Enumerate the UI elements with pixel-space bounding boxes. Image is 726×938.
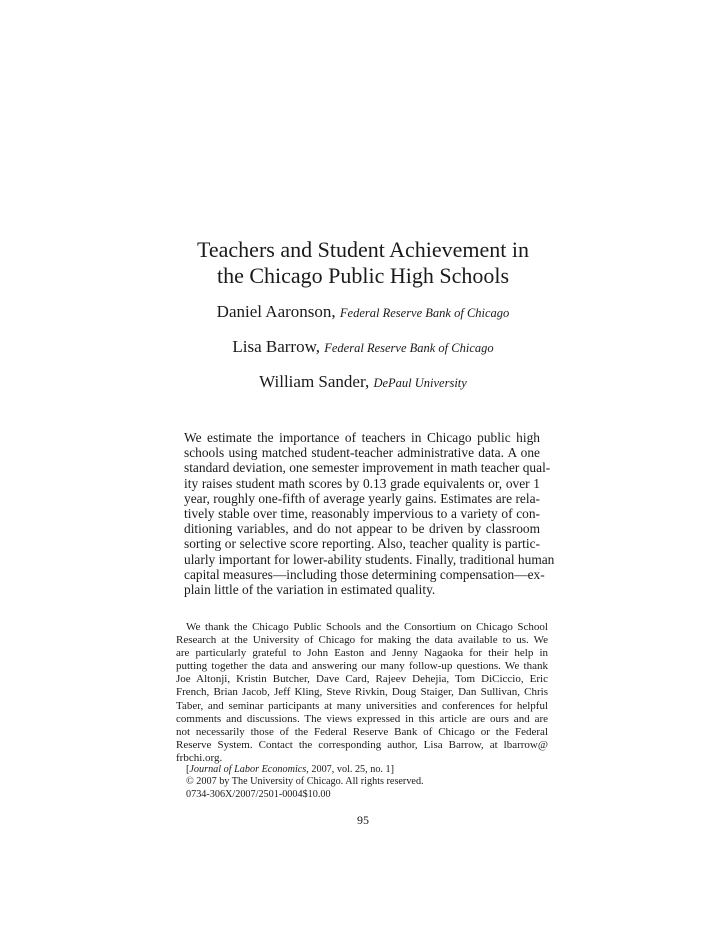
footnote-line: Research at the University of Chicago for making the data available to us. We: [176, 634, 548, 647]
abstract-line: ity raises student math scores by 0.13 grade equivalents or, over 1: [184, 475, 540, 491]
footnote-line: not necessarily those of the Federal Reserve Bank of Chicago or the Federal: [176, 725, 548, 738]
abstract-line: capital measures—including those determining compensation—ex-: [184, 566, 545, 582]
author-affiliation: Federal Reserve Bank of Chicago: [324, 341, 494, 355]
abstract-line: ditioning variables, and do not appear to be driven by classroom: [184, 521, 540, 537]
publication-info: [186, 764, 546, 801]
journal-citation: [186, 764, 546, 776]
author-affiliation: DePaul University: [373, 376, 467, 390]
journal-volume: , 2007, vol. 25, no. 1]: [306, 764, 395, 775]
abstract-line: tively stable over time, reasonably impervious to a variety of con-: [184, 505, 540, 521]
author-3: [140, 372, 586, 392]
author-name: William Sander,: [259, 372, 370, 391]
footnote-line: We thank the Chicago Public Schools and the Consortium on Chicago School: [186, 621, 548, 633]
abstract-line: year, roughly one-fifth of average yearly gains. Estimates are rela-: [184, 490, 540, 506]
paper-title-line-2: the Chicago Public High Schools: [216, 263, 510, 288]
abstract-line: sorting or selective score reporting. Also, teacher quality is partic-: [184, 536, 540, 552]
journal-name: Journal of Labor Economics: [189, 764, 307, 775]
abstract: [184, 430, 555, 597]
citation-bracket: [: [186, 764, 190, 775]
acknowledgment-footnote: [176, 621, 548, 765]
author-affiliation: Federal Reserve Bank of Chicago: [339, 306, 510, 320]
footnote-line: French, Brian Jacob, Jeff Kling, Steve Rivkin, Doug Staiger, Dan Sullivan, Chris: [176, 686, 548, 699]
footnote-line: comments and discussions. The views expressed in this article are ours and are: [176, 712, 548, 725]
copyright-line: © 2007 by The University of Chicago. All rights reserved.: [186, 776, 424, 788]
author-name: Daniel Aaronson,: [216, 302, 336, 321]
footnote-line: are particularly grateful to John Easton and Jenny Nagaoka for their help in: [176, 647, 548, 660]
abstract-line: ularly important for lower-ability students. Finally, traditional human: [184, 551, 555, 567]
paper-title-line-1: Teachers and Student Achievement in: [196, 237, 530, 262]
page-number: 95: [357, 813, 369, 827]
footnote-line: putting together the data and answering our many follow-up questions. We thank: [176, 660, 548, 673]
author-1: [140, 302, 586, 322]
abstract-line: plain little of the variation in estimated quality.: [184, 581, 436, 597]
author-2: [140, 337, 586, 357]
author-name: Lisa Barrow,: [232, 337, 320, 356]
footnote-line: Taber, and seminar participants at many universities and conferences for helpful: [176, 699, 548, 712]
footnote-line: Joe Altonji, Kristin Butcher, Dave Card, Rajeev Dehejia, Tom DiCiccio, Eric: [176, 673, 548, 686]
footnote-line: Reserve System. Contact the corresponding author, Lisa Barrow, at lbarrow@: [176, 738, 548, 751]
abstract-line: We estimate the importance of teachers in Chicago public high: [184, 430, 540, 445]
footnote-line: frbchi.org.: [176, 751, 223, 764]
abstract-line: schools using matched student-teacher administrative data. A one: [184, 445, 540, 461]
abstract-line: standard deviation, one semester improvement in math teacher qual-: [184, 460, 551, 476]
issn-line: 0734-306X/2007/2501-0004$10.00: [186, 788, 331, 800]
